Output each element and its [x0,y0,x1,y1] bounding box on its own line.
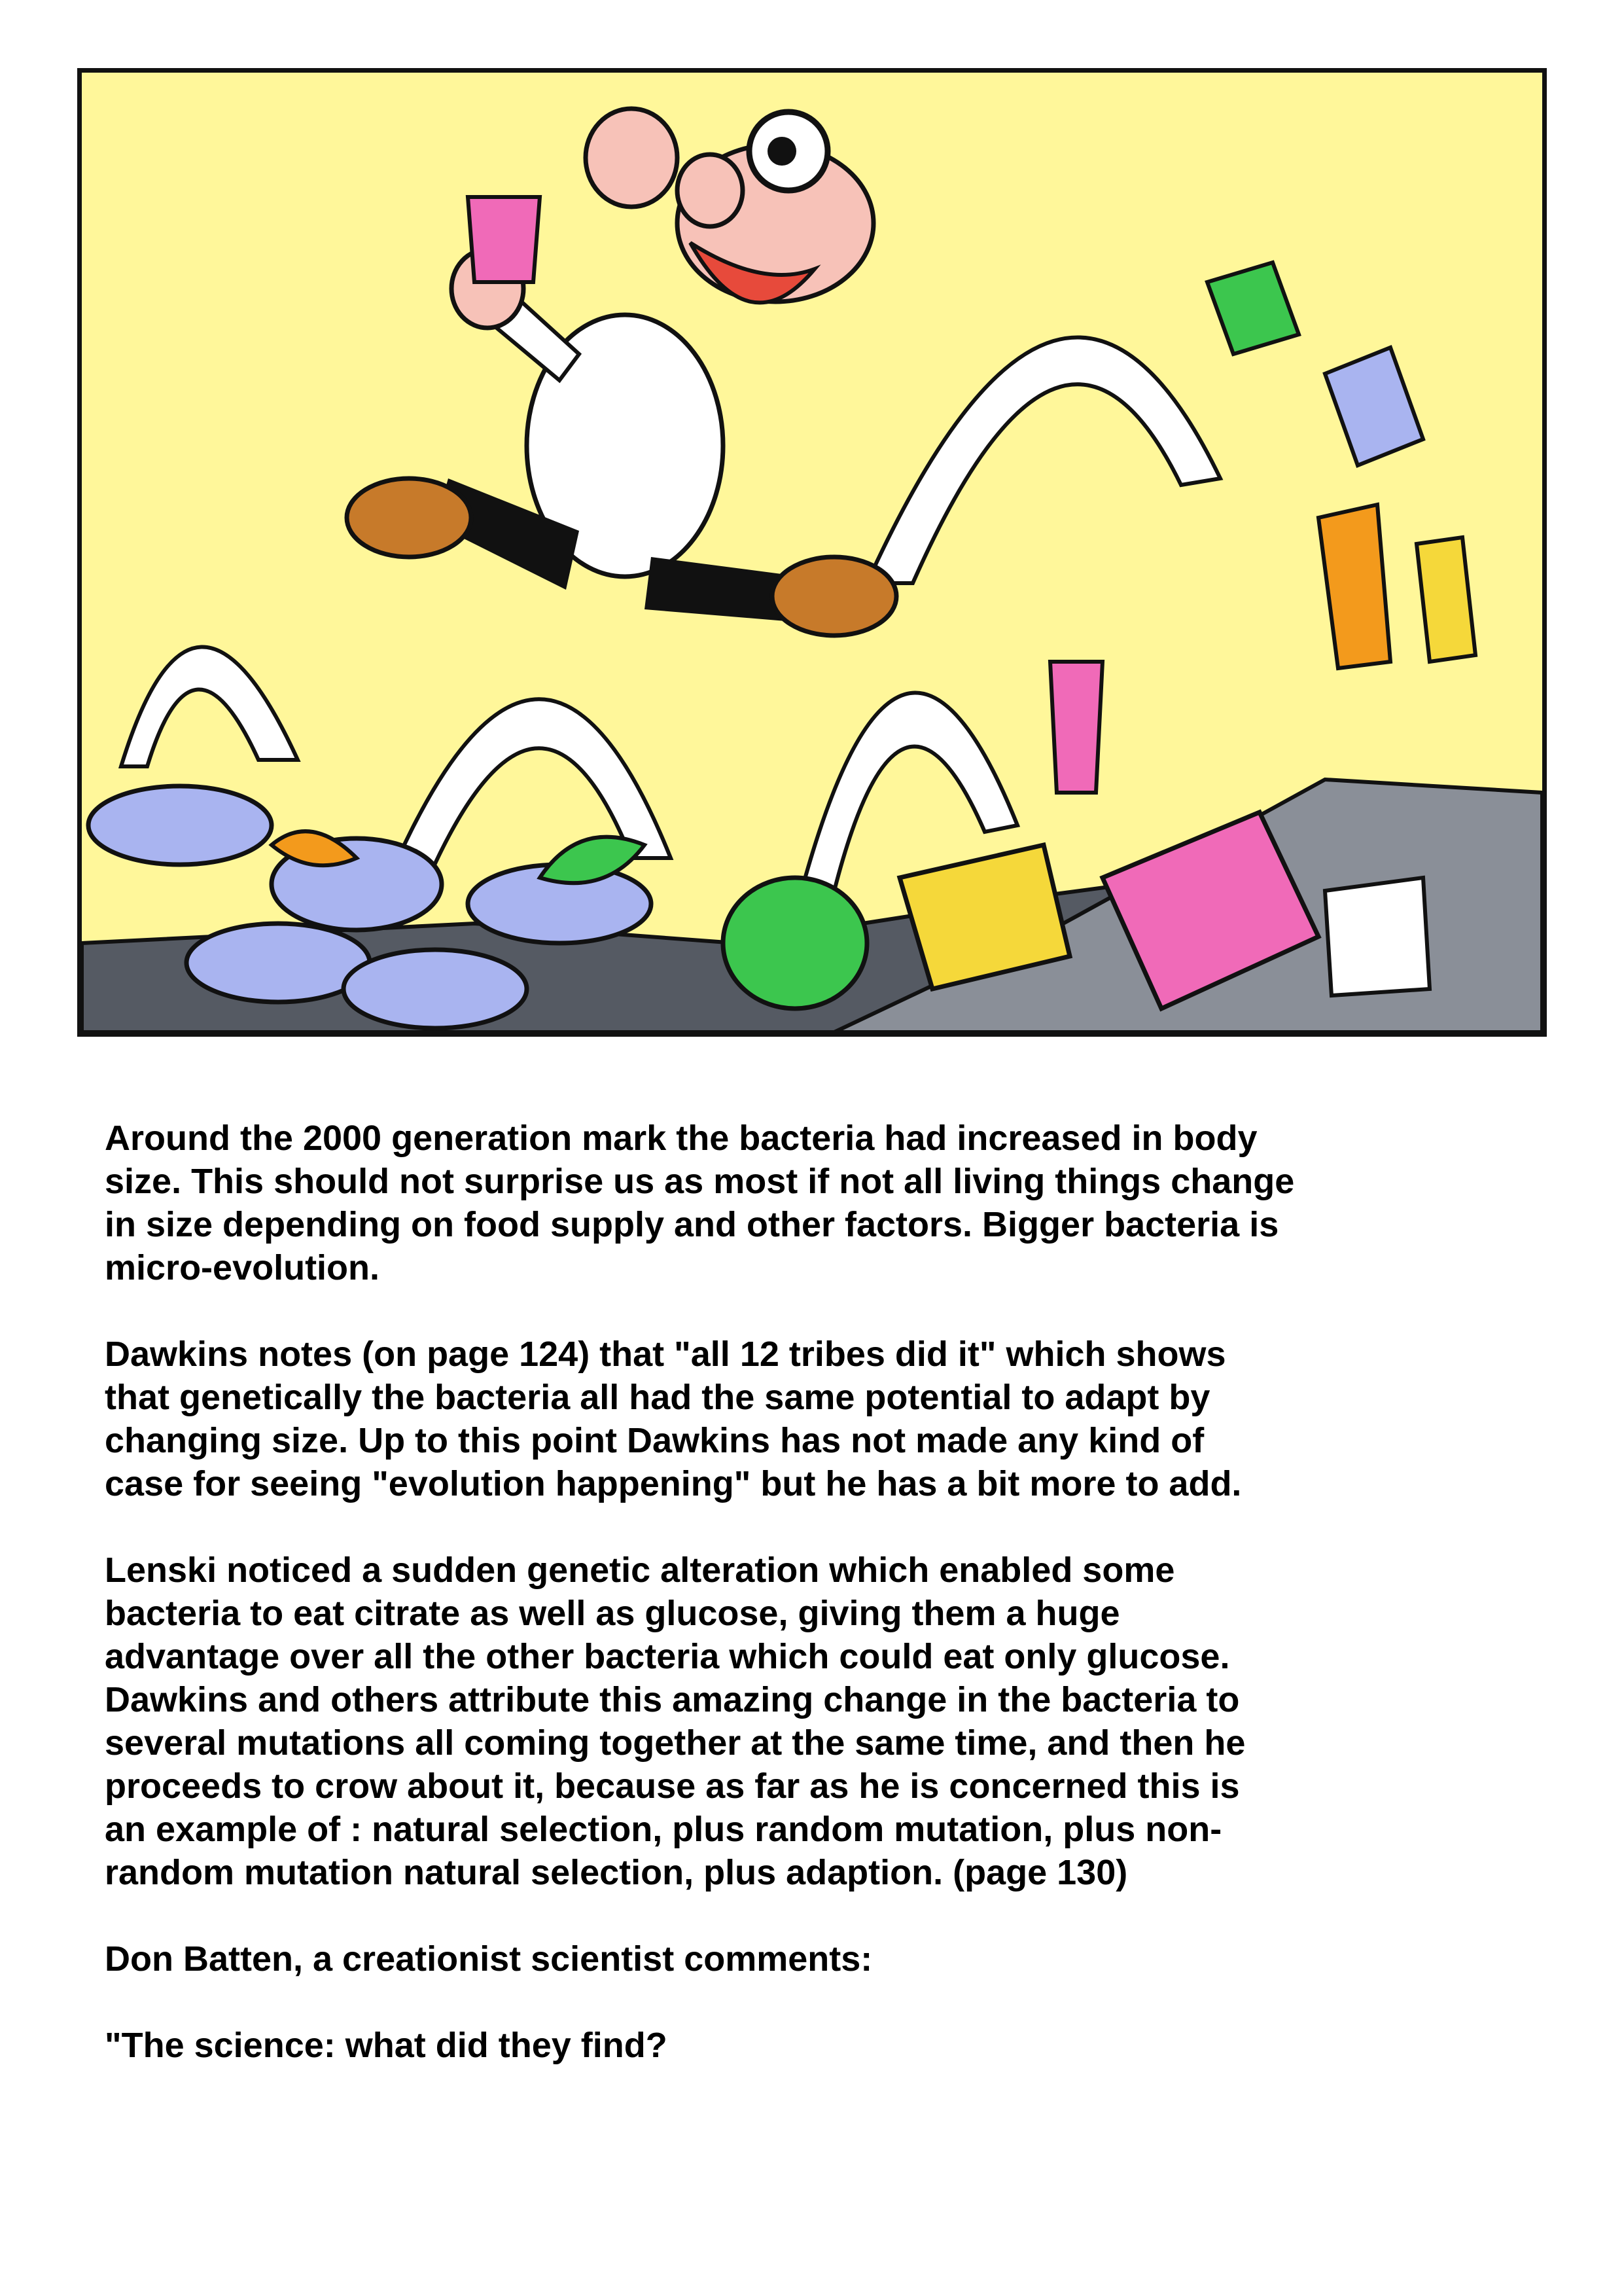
bounce-arc [121,647,298,766]
text-line: bacteria to eat citrate as well as glucose, giving them a huge [105,1594,1120,1633]
test-tube-pink [1050,662,1103,793]
text-line: changing size. Up to this point Dawkins has not made any kind of [105,1421,1205,1460]
scientist-nose [677,154,743,226]
beaker-clear [1325,878,1430,996]
paragraph-3 [105,1549,1544,1894]
lab-scene-drawing [82,73,1542,1032]
text-line: in size depending on food supply and other factors. Bigger bacteria is [105,1205,1279,1244]
text-line: micro-evolution. [105,1248,380,1287]
text-line: Don Batten, a creationist scientist comments: [105,1939,873,1979]
paragraph-2 [105,1333,1544,1505]
flask-held [468,197,540,282]
paragraph-5 [105,2024,1544,2067]
test-tube-orange [1318,505,1390,668]
scientist-shoe-left [347,478,471,557]
petri-dish [344,950,527,1028]
test-tube-yellow [1417,537,1475,662]
article-text [105,1117,1544,2110]
beaker-blue [1325,348,1423,465]
text-line: random mutation natural selection, plus adaption. (page 130) [105,1853,1128,1892]
text-line: that genetically the bacteria all had the same potential to adapt by [105,1378,1210,1417]
paragraph-4 [105,1937,1544,1981]
text-line: advantage over all the other bacteria which could eat only glucose. [105,1637,1230,1676]
text-line: Dawkins and others attribute this amazing change in the bacteria to [105,1680,1240,1719]
scientist-shoe-right [772,557,896,636]
petri-dish [88,786,272,865]
text-line: an example of : natural selection, plus random mutation, plus non- [105,1810,1222,1849]
text-line: Around the 2000 generation mark the bacteria had increased in body [105,1119,1258,1158]
text-line: several mutations all coming together at the same time, and then he [105,1723,1246,1763]
text-line: Lenski noticed a sudden genetic alteration which enabled some [105,1551,1175,1590]
text-line: "The science: what did they find? [105,2026,667,2065]
paragraph-1 [105,1117,1544,1289]
scientist-eye [768,137,796,166]
beaker-green-top [1207,262,1299,354]
bounce-arc [867,337,1220,583]
cartoon-illustration [77,68,1547,1037]
scientist-hand-right [586,109,677,207]
text-line: case for seeing "evolution happening" but he has a bit more to add. [105,1464,1242,1503]
text-line: Dawkins notes (on page 124) that "all 12 tribes did it" which shows [105,1335,1226,1374]
text-line: size. This should not surprise us as most if not all living things change [105,1162,1295,1201]
text-line: proceeds to crow about it, because as far as he is concerned this is [105,1767,1240,1806]
round-flask [723,878,867,1009]
